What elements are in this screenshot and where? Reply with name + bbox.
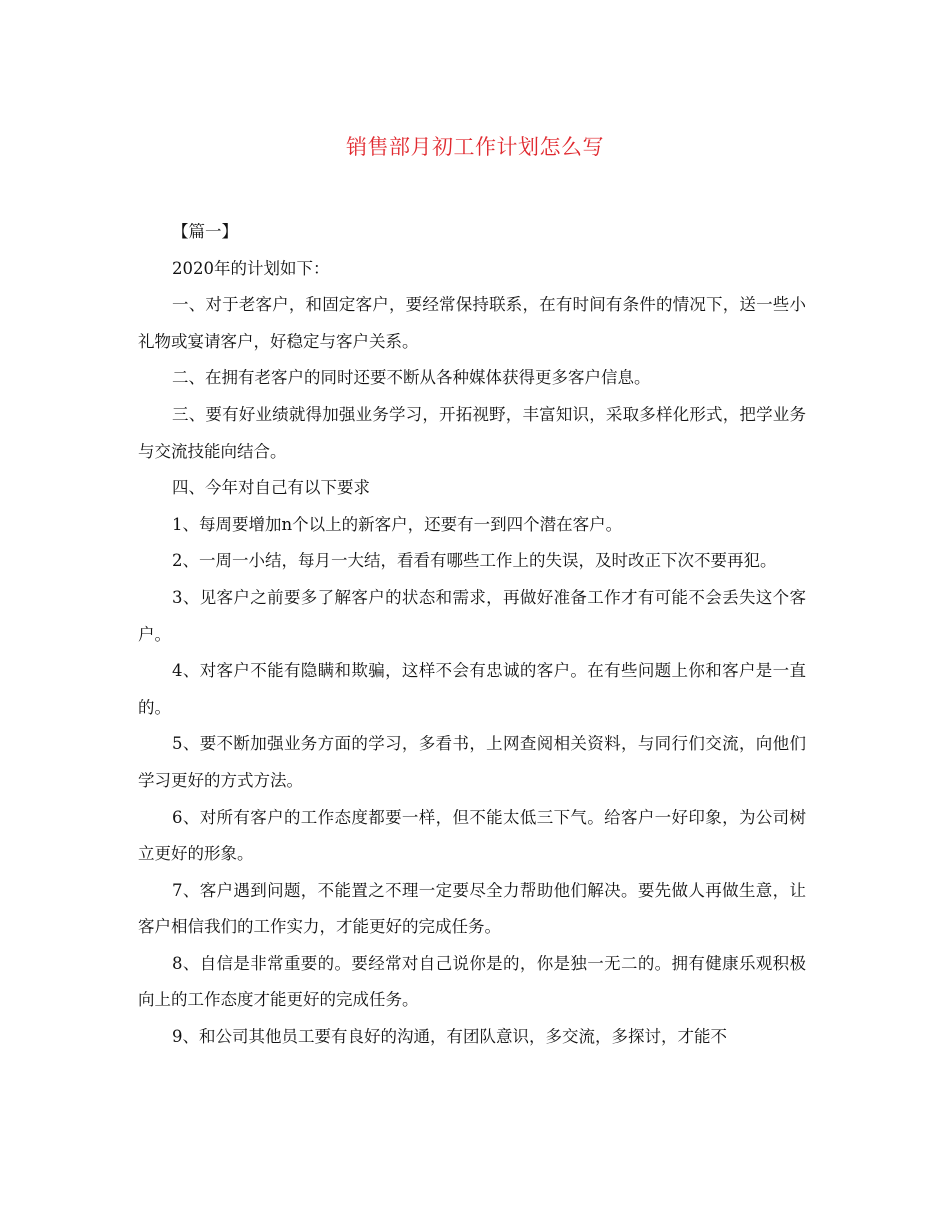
document-body: [138, 214, 806, 1056]
requirement-1: 1、每周要增加n个以上的新客户，还要有一到四个潜在客户。: [172, 514, 623, 534]
requirement-5: 5、要不断加强业务方面的学习，多看书，上网查阅相关资料，与同行们交流，向他们学习更好的方式方法。: [138, 734, 806, 790]
requirement-7: 7、客户遇到问题，不能置之不理一定要尽全力帮助他们解决。要先做人再做生意，让客户相信我们的工作实力，才能更好的完成任务。: [138, 880, 806, 937]
paragraph-item-4: 四、今年对自己有以下要求: [172, 478, 370, 498]
section-heading: 【篇一】: [172, 222, 238, 241]
paragraph-item-3: 三、要有好业绩就得加强业务学习，开拓视野，丰富知识，采取多样化形式，把学业务与交流技能向结合。: [138, 404, 806, 461]
requirement-4: 4、对客户不能有隐瞒和欺骗，这样不会有忠诚的客户。在有些问题上你和客户是一直的。: [138, 661, 806, 717]
paragraph-intro: 2020年的计划如下：: [172, 258, 330, 278]
requirement-8: 8、自信是非常重要的。要经常对自己说你是的，你是独一无二的。拥有健康乐观积极向上的工作态度才能更好的完成任务。: [138, 953, 806, 1010]
paragraph-item-1: 一、对于老客户，和固定客户，要经常保持联系，在有时间有条件的情况下，送一些小礼物或宴请客户，好稳定与客户关系。: [138, 295, 806, 351]
requirement-2: 2、一周一小结，每月一大结，看看有哪些工作上的失误，及时改正下次不要再犯。: [172, 551, 777, 571]
document-title: 销售部月初工作计划怎么写: [346, 135, 604, 159]
requirement-6: 6、对所有客户的工作态度都要一样，但不能太低三下气。给客户一好印象，为公司树立更好的形象。: [138, 807, 806, 864]
paragraph-item-2: 二、在拥有老客户的同时还要不断从各种媒体获得更多客户信息。: [172, 368, 651, 388]
requirement-9: 9、和公司其他员工要有良好的沟通，有团队意识，多交流，多探讨，才能不: [172, 1027, 727, 1047]
requirement-3: 3、见客户之前要多了解客户的状态和需求，再做好准备工作才有可能不会丢失这个客户。: [138, 587, 806, 644]
